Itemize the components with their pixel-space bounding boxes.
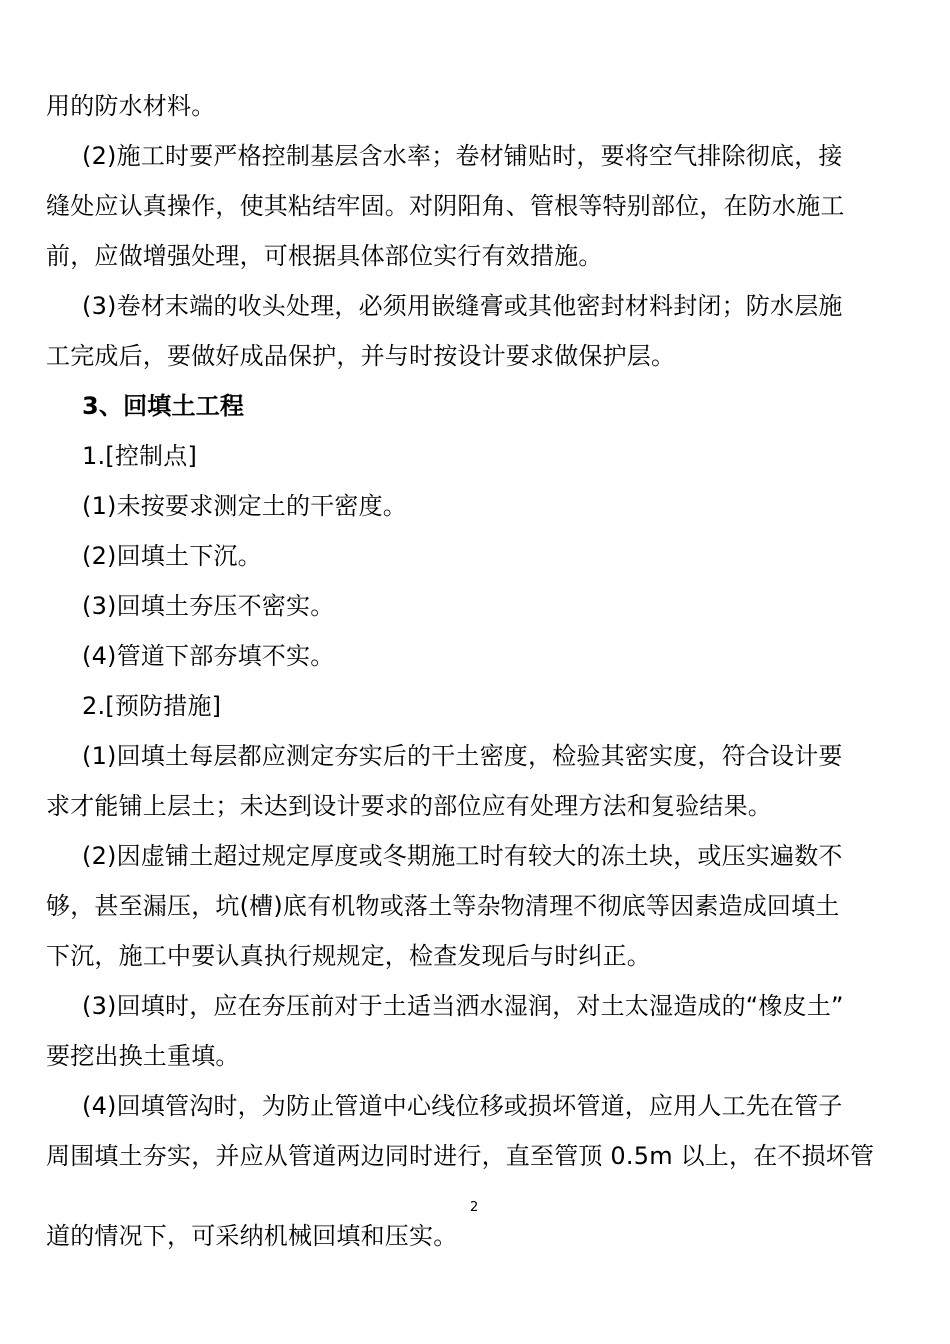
text-line: (2)施工时要严格控制基层含水率；卷材铺贴时，要将空气排除彻底，接 bbox=[82, 142, 843, 170]
section-heading: 3、回填土工程 bbox=[82, 392, 245, 420]
text-line: 下沉，施工中要认真执行规规定，检查发现后与时纠正。 bbox=[46, 942, 651, 970]
text-line: 求才能铺上层土；未达到设计要求的部位应有处理方法和复验结果。 bbox=[46, 792, 772, 820]
text-line: 够，甚至漏压，坑(槽)底有机物或落土等杂物清理不彻底等因素造成回填土 bbox=[46, 892, 840, 920]
text-line: 工完成后，要做好成品保护，并与时按设计要求做保护层。 bbox=[46, 342, 676, 370]
text-line: (1)未按要求测定土的干密度。 bbox=[82, 492, 407, 520]
text-line: (2)因虚铺土超过规定厚度或冬期施工时有较大的冻土块，或压实遍数不 bbox=[82, 842, 843, 870]
text-line: (3)卷材末端的收头处理，必须用嵌缝膏或其他密封材料封闭；防水层施 bbox=[82, 292, 843, 320]
text-line: 要挖出换土重填。 bbox=[46, 1042, 240, 1070]
text-line: (1)回填土每层都应测定夯实后的干土密度，检验其密实度，符合设计要 bbox=[82, 742, 843, 770]
subsection-heading: 2.[预防措施] bbox=[82, 692, 222, 720]
text-line: 前，应做增强处理，可根据具体部位实行有效措施。 bbox=[46, 242, 603, 270]
text-line: 缝处应认真操作，使其粘结牢固。对阴阳角、管根等特别部位，在防水施工 bbox=[46, 192, 845, 220]
text-line: (2)回填土下沉。 bbox=[82, 542, 262, 570]
text-line: (4)回填管沟时，为防止管道中心线位移或损坏管道，应用人工先在管子 bbox=[82, 1092, 843, 1120]
subsection-heading: 1.[控制点] bbox=[82, 442, 198, 470]
text-line: (4)管道下部夯填不实。 bbox=[82, 642, 335, 670]
text-line: (3)回填时，应在夯压前对于土适当洒水湿润，对土太湿造成的“橡皮土” bbox=[82, 992, 844, 1020]
text-line: (3)回填土夯压不密实。 bbox=[82, 592, 335, 620]
text-line: 周围填土夯实，并应从管道两边同时进行，直至管顶 0.5m 以上，在不损坏管 bbox=[46, 1142, 875, 1170]
text-line: 用的防水材料。 bbox=[46, 92, 216, 120]
text-line: 道的情况下，可采纳机械回填和压实。 bbox=[46, 1222, 458, 1250]
page-number: 2 bbox=[470, 1200, 479, 1215]
